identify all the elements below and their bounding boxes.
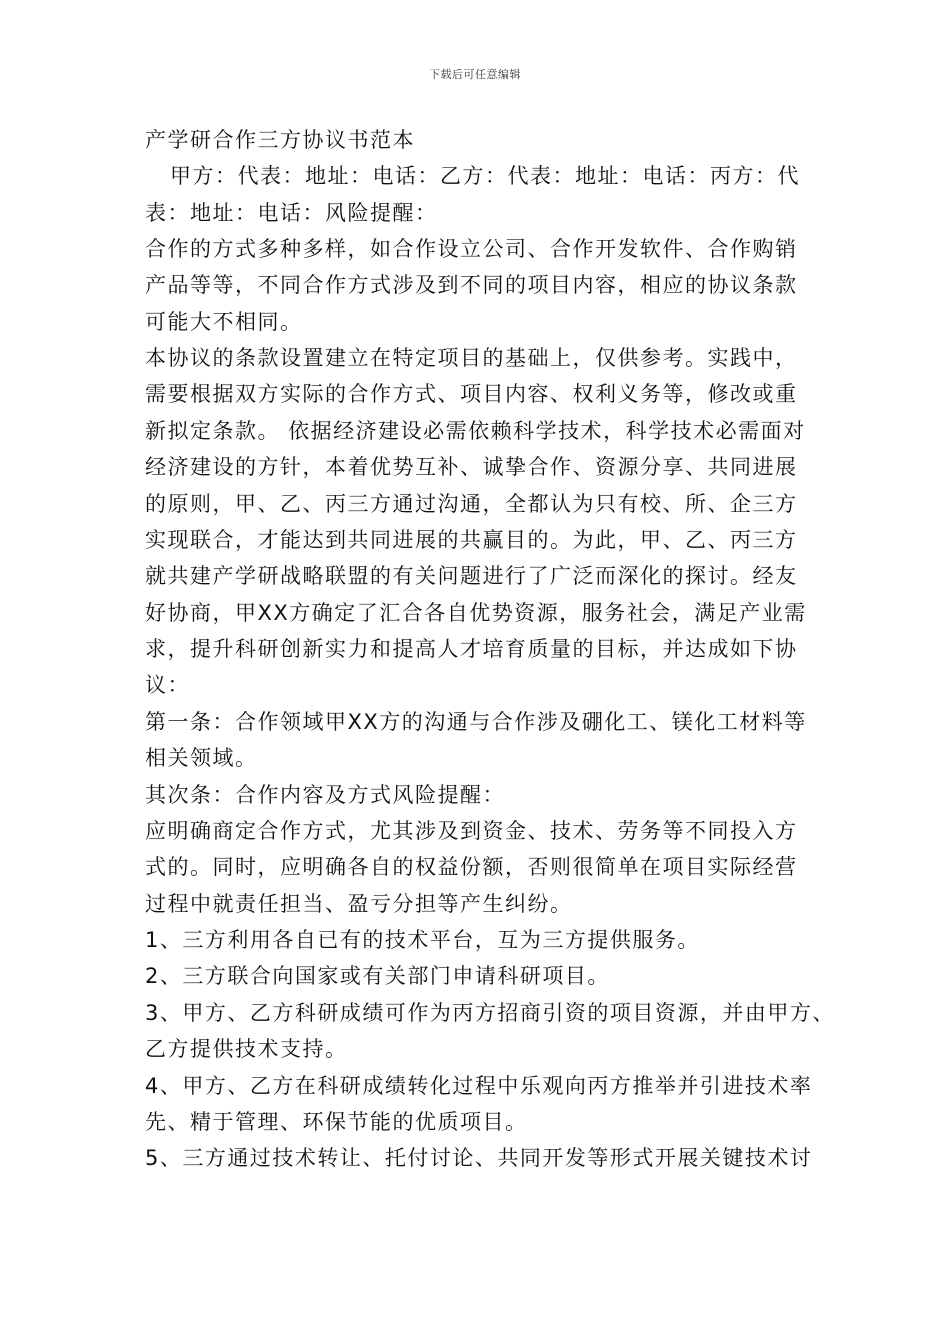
text-line: 本协议的条款设置建立在特定项目的基础上，仅供参考。实践中， [145, 346, 798, 370]
text-line: 需要根据双方实际的合作方式、项目内容、权利义务等，修改或重 [145, 382, 798, 406]
document-title: 产学研合作三方协议书范本 [145, 128, 415, 152]
text-line: 5、三方通过技术转让、托付讨论、共同开发等形式开展关键技术讨 [145, 1146, 813, 1170]
text-line: 求，提升科研创新实力和提高人才培育质量的目标，并达成如下协 [145, 637, 798, 661]
text-line: 的原则，甲、乙、丙三方通过沟通，全都认为只有校、所、企三方 [145, 492, 798, 516]
text-line: 相关领域。 [145, 746, 258, 770]
text-line: 4、甲方、乙方在科研成绩转化过程中乐观向丙方推举并引进技术率 [145, 1074, 813, 1098]
text-line: 产品等等，不同合作方式涉及到不同的项目内容，相应的协议条款 [145, 273, 798, 297]
text-line: 乙方提供技术支持。 [145, 1037, 348, 1061]
text-line: 经济建设的方针，本着优势互补、诚挚合作、资源分享、共同进展 [145, 455, 798, 479]
text-line: 其次条：合作内容及方式风险提醒： [145, 783, 505, 807]
header-note: 下载后可任意编辑 [429, 68, 521, 81]
text-line: 第一条：合作领域甲XX方的沟通与合作涉及硼化工、镁化工材料等 [145, 710, 807, 734]
text-line: 甲方：代表：地址：电话：乙方：代表：地址：电话：丙方：代 [170, 164, 800, 188]
text-line: 新拟定条款。 依据经济建设必需依赖科学技术，科学技术必需面对 [145, 419, 806, 443]
text-line: 先、精于管理、环保节能的优质项目。 [145, 1110, 528, 1134]
text-line: 式的。同时，应明确各自的权益份额，否则很简单在项目实际经营 [145, 855, 798, 879]
text-line: 3、甲方、乙方科研成绩可作为丙方招商引资的项目资源，并由甲方、 [145, 1001, 835, 1025]
text-line: 可能大不相同。 [145, 310, 303, 334]
text-line: 合作的方式多种多样，如合作设立公司、合作开发软件、合作购销 [145, 237, 798, 261]
text-line: 过程中就责任担当、盈亏分担等产生纠纷。 [145, 892, 573, 916]
text-line: 1、三方利用各自已有的技术平台，互为三方提供服务。 [145, 928, 700, 952]
text-line: 表：地址：电话：风险提醒： [145, 201, 438, 225]
text-line: 就共建产学研战略联盟的有关问题进行了广泛而深化的探讨。经友 [145, 564, 798, 588]
text-line: 2、三方联合向国家或有关部门申请科研项目。 [145, 964, 610, 988]
text-line: 应明确商定合作方式，尤其涉及到资金、技术、劳务等不同投入方 [145, 819, 798, 843]
text-line: 议： [145, 673, 190, 697]
text-line: 好协商，甲XX方确定了汇合各自优势资源，服务社会，满足产业需 [145, 601, 807, 625]
text-line: 实现联合，才能达到共同进展的共赢目的。为此，甲、乙、丙三方 [145, 528, 798, 552]
